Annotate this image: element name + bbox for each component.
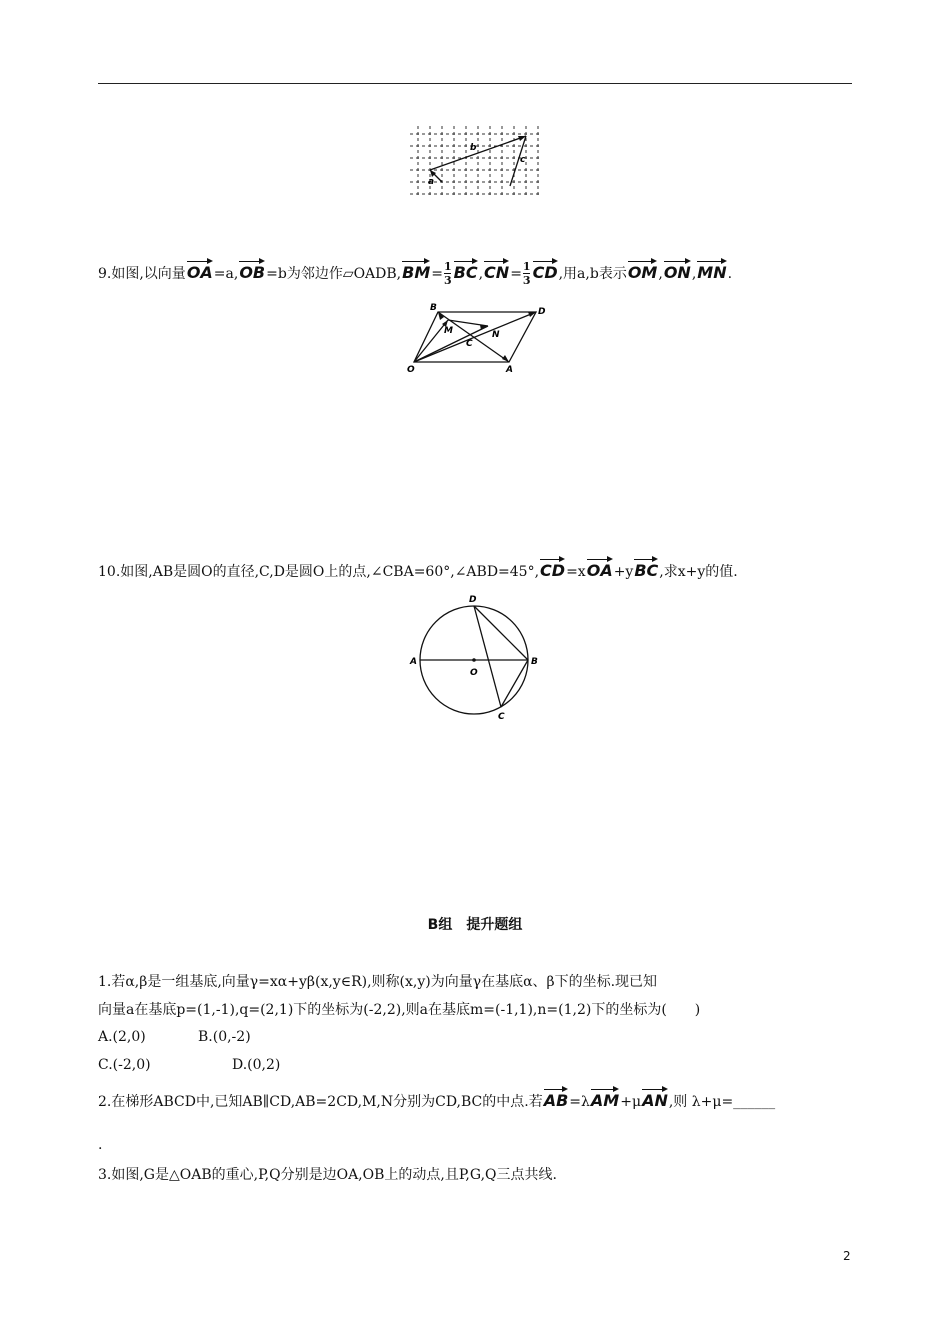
b1-option-b: B.(0,-2) <box>198 1029 251 1045</box>
center-point <box>472 658 476 662</box>
label-a: a <box>428 177 435 187</box>
label-D: D <box>538 307 546 317</box>
vec-bc-q10: BC <box>634 556 658 580</box>
b1-line2: 向量a在基底p=(1,-1),q=(2,1)下的坐标为(-2,2),则a在基底m=(-1,1),n=(1,2)下的坐标为( ) <box>98 1002 701 1018</box>
vec-oa-q10: OA <box>587 556 613 580</box>
b2-question: 2.在梯形ABCD中,已知AB∥CD,AB=2CD,M,N分别为CD,BC的中点.若AB=λAM+μAN,则 λ+μ=______ <box>98 1086 775 1111</box>
b1-line1: 1.若α,β是一组基底,向量γ=xα+yβ(x,y∈R),则称(x,y)为向量γ在基底α、β下的坐标.现已知 <box>98 974 658 990</box>
b2-prefix: 2.在梯形ABCD中,已知AB∥CD,AB=2CD,M,N分别为CD,BC的中点.若 <box>98 1094 543 1110</box>
chord-db <box>474 606 528 660</box>
label-b: b <box>470 143 477 153</box>
question-9: 9.如图,以向量OA=a,OB=b为邻边作▱OADB,BM= $\frac{1}{3}$ BC,CN= $\frac{1}{3}$ CD,用a,b表示OM,ON,MN. <box>98 260 733 287</box>
header-rule <box>98 83 852 84</box>
label-M: M <box>444 326 453 336</box>
fraction-one-third: $\frac{1}{3}$ <box>444 260 452 287</box>
chord-dc <box>474 606 501 707</box>
label-O: O <box>407 365 415 375</box>
b2-dot: . <box>98 1137 103 1153</box>
vec-mn: MN <box>697 258 726 282</box>
label-c: c <box>520 155 526 165</box>
vec-oa: OA <box>187 258 213 282</box>
fraction-one-third-2: $\frac{1}{3}$ <box>522 260 531 287</box>
vec-cd: CD <box>533 258 558 282</box>
vec-an: AN <box>642 1086 668 1110</box>
b1-option-d: D.(0,2) <box>232 1057 281 1073</box>
vec-on: ON <box>664 258 691 282</box>
fig-parallelogram <box>404 300 554 374</box>
label-B: B <box>430 303 437 313</box>
vec-ab: AB <box>544 1086 569 1110</box>
vec-om: OM <box>628 258 658 282</box>
q9-prefix: 9.如图,以向量 <box>98 266 186 282</box>
label-D: D <box>469 595 477 605</box>
b1-option-a: A.(2,0) <box>98 1029 146 1045</box>
label-C: C <box>498 712 505 722</box>
label-N: N <box>492 330 500 340</box>
diagonal-od <box>414 312 536 362</box>
label-A: A <box>506 365 513 375</box>
fig-grid-vectors <box>408 124 544 200</box>
vec-am: AM <box>591 1086 619 1110</box>
page-number: 2 <box>843 1249 851 1263</box>
vec-bm: BM <box>402 258 430 282</box>
question-10: 10.如图,AB是圆O的直径,C,D是圆O上的点,∠CBA=60°,∠ABD=45°,CD=xOA+yBC,求x+y的值. <box>98 556 738 581</box>
label-A: A <box>410 657 417 667</box>
label-O: O <box>470 668 478 678</box>
fig-circle <box>406 594 546 722</box>
chord-bc <box>501 660 528 707</box>
vec-ob: OB <box>239 258 265 282</box>
vec-cd-q10: CD <box>540 556 565 580</box>
b1-option-c: C.(-2,0) <box>98 1057 151 1073</box>
section-b-heading: B组 提升题组 <box>427 917 523 933</box>
label-B: B <box>531 657 538 667</box>
vec-cn: CN <box>484 258 509 282</box>
b3-question: 3.如图,G是△OAB的重心,P,Q分别是边OA,OB上的动点,且P,G,Q三点共线. <box>98 1167 557 1183</box>
q10-prefix: 10.如图,AB是圆O的直径,C,D是圆O上的点,∠CBA=60°,∠ABD=45°, <box>98 564 540 580</box>
vec-bc: BC <box>454 258 478 282</box>
label-C: C <box>466 339 473 349</box>
